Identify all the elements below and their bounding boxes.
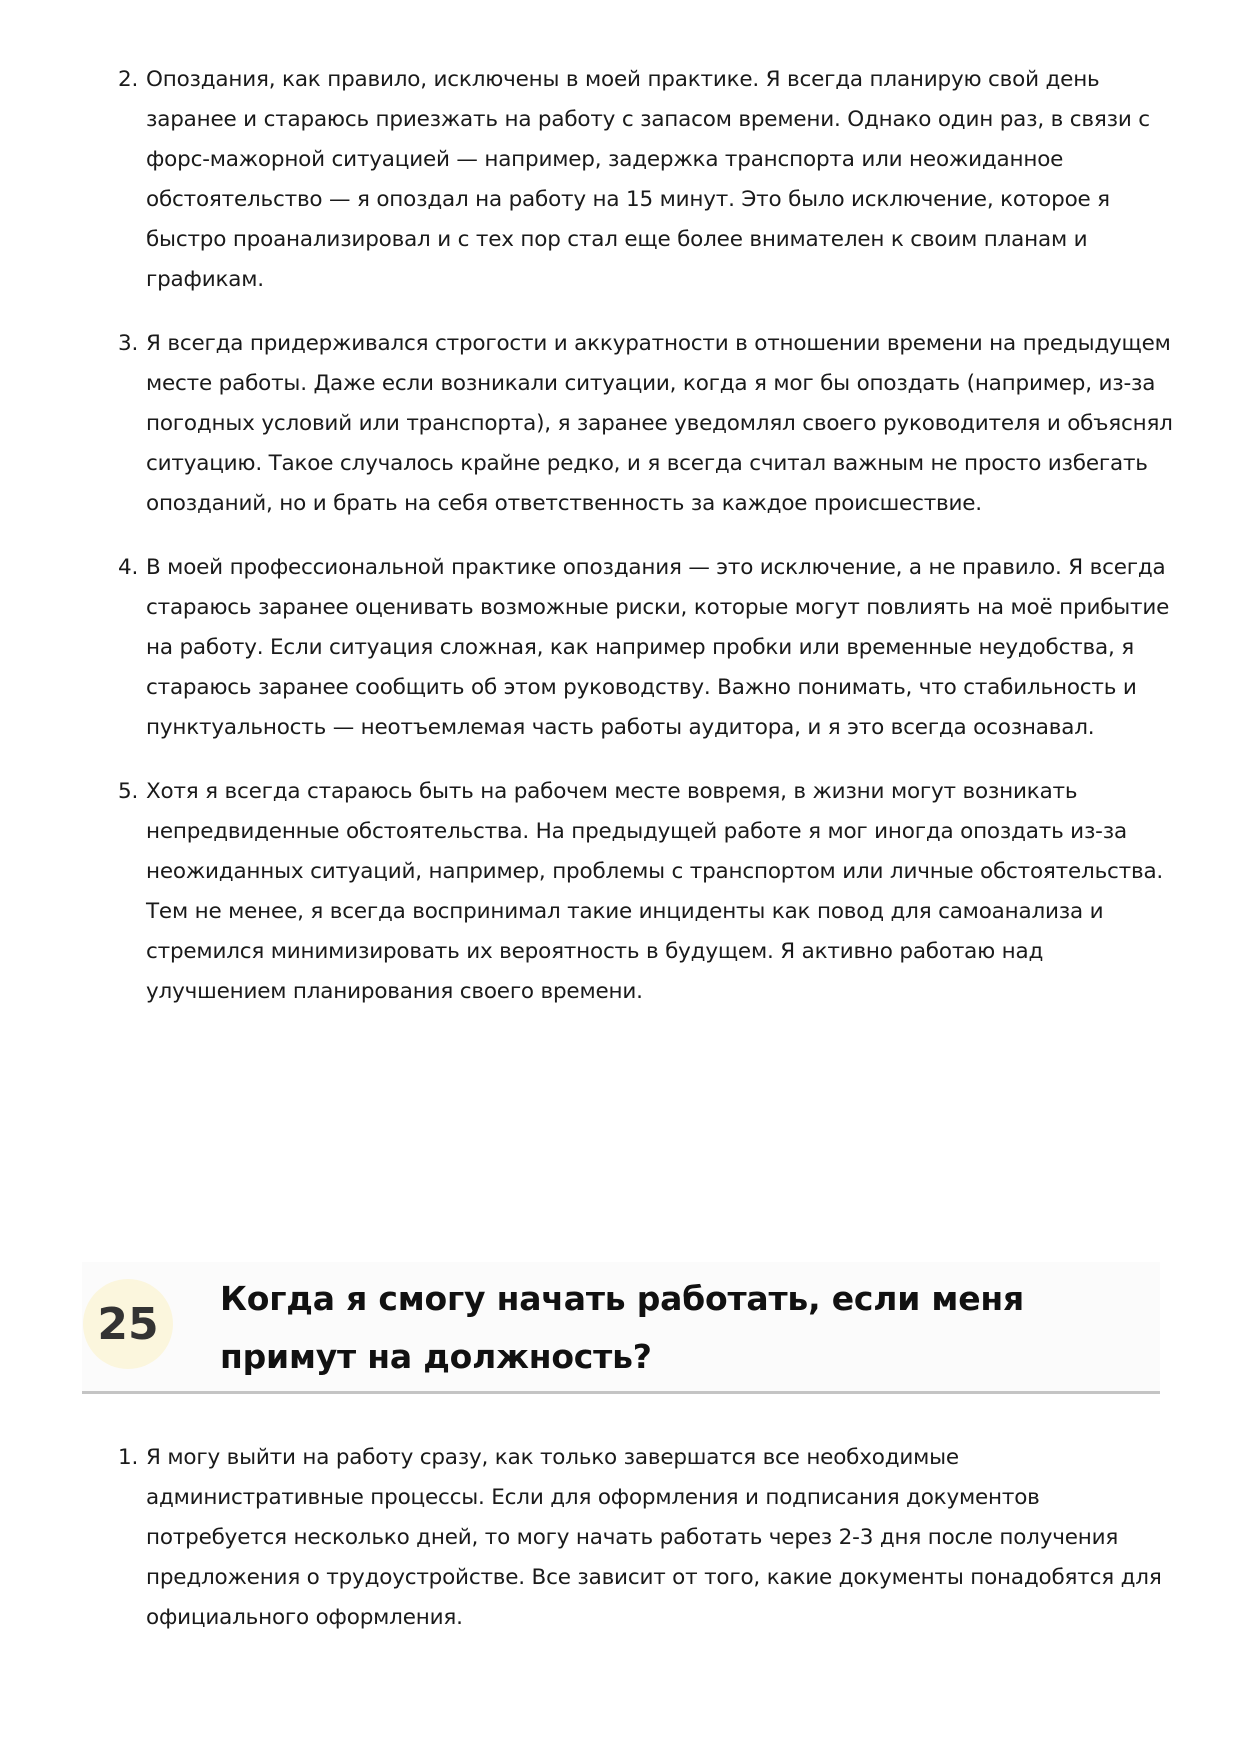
question-title: Когда я смогу начать работать, если меня примут на должность? bbox=[220, 1279, 1024, 1376]
heading-divider bbox=[82, 1391, 1160, 1394]
question-number-badge: 25 bbox=[83, 1279, 173, 1369]
list-item bbox=[118, 60, 1178, 300]
list-item bbox=[118, 324, 1178, 524]
list-item-text: В моей профессиональной практике опоздания — это исключение, а не правило. Я всегда стараюсь заранее оценивать возможные риски, которые могут повлиять на моё прибытие на работу. Если ситуация сложная, как например пробки или временные неудобства, я стараюсь заранее сообщить об этом руководству. Важно понимать, что стабильность и пунктуальность — неотъемлемая часть работы аудитора, и я это всегда осознавал. bbox=[146, 555, 1170, 740]
list-item bbox=[118, 548, 1178, 748]
list-item bbox=[118, 772, 1178, 1012]
list-item-number: 1. bbox=[118, 1445, 139, 1470]
list-item-text: Опоздания, как правило, исключены в моей практике. Я всегда планирую свой день заранее и стараюсь приезжать на работу с запасом времени. Однако один раз, в связи с форс-мажорной ситуацией — например, задержка транспорта или неожиданное обстоятельство — я опоздал на работу на 15 минут. Это было исключение, которое я быстро проанализировал и с тех пор стал еще более внимателен к своим планам и графикам. bbox=[146, 67, 1150, 292]
answer-list bbox=[118, 1438, 1178, 1638]
list-item-text: Я всегда придерживался строгости и аккуратности в отношении времени на предыдущем месте работы. Даже если возникали ситуации, когда я мог бы опоздать (например, из-за погодных условий или транспорта), я заранее уведомлял своего руководителя и объяснял ситуацию. Такое случалось крайне редко, и я всегда считал важным не просто избегать опозданий, но и брать на себя ответственность за каждое происшествие. bbox=[146, 331, 1173, 516]
question-heading bbox=[82, 1262, 1160, 1394]
list-item bbox=[118, 1438, 1178, 1638]
list-item-number: 3. bbox=[118, 331, 139, 356]
list-item-number: 2. bbox=[118, 67, 139, 92]
list-item-number: 4. bbox=[118, 555, 139, 580]
answer-list bbox=[118, 60, 1178, 1036]
list-item-text: Я могу выйти на работу сразу, как только завершатся все необходимые административные процессы. Если для оформления и подписания документов потребуется несколько дней, то могу начать работать через 2-3 дня после получения предложения о трудоустройстве. Все зависит от того, какие документы понадобятся для официального оформления. bbox=[146, 1445, 1162, 1630]
list-item-number: 5. bbox=[118, 779, 139, 804]
list-item-text: Хотя я всегда стараюсь быть на рабочем месте вовремя, в жизни могут возникать непредвиденные обстоятельства. На предыдущей работе я мог иногда опоздать из-за неожиданных ситуаций, например, проблемы с транспортом или личные обстоятельства. Тем не менее, я всегда воспринимал такие инциденты как повод для самоанализа и стремился минимизировать их вероятность в будущем. Я активно работаю над улучшением планирования своего времени. bbox=[146, 779, 1164, 1004]
